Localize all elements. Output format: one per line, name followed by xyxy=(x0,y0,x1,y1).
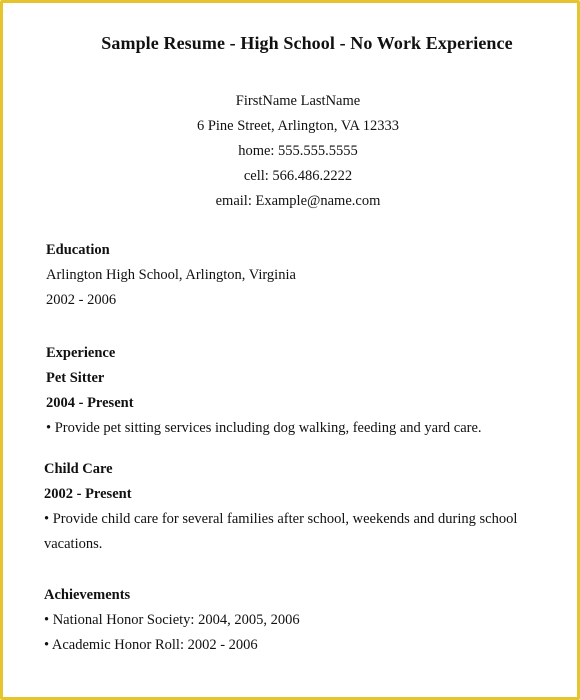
job-dates-pet-sitter: 2004 - Present xyxy=(46,395,134,411)
job-title-pet-sitter: Pet Sitter xyxy=(46,370,105,386)
education-school: Arlington High School, Arlington, Virginia xyxy=(46,267,296,283)
education-years: 2002 - 2006 xyxy=(46,292,117,308)
job-dates-child-care: 2002 - Present xyxy=(44,486,132,502)
document-title: Sample Resume - High School - No Work Experience xyxy=(101,33,513,53)
job-bullet-child-care: • Provide child care for several families after school, weekends and during school vacations. xyxy=(44,511,518,552)
achievement-item: • Academic Honor Roll: 2002 - 2006 xyxy=(44,637,258,653)
education-heading: Education xyxy=(46,242,110,258)
education-section xyxy=(46,238,556,313)
contact-address: 6 Pine Street, Arlington, VA 12333 xyxy=(196,118,400,134)
job-bullet-pet-sitter: • Provide pet sitting services including dog walking, feeding and yard care. xyxy=(46,420,482,436)
experience-heading: Experience xyxy=(46,345,116,361)
contact-block xyxy=(3,89,577,214)
bottom-fade xyxy=(3,657,577,697)
achievements-heading: Achievements xyxy=(44,587,131,603)
experience-section xyxy=(46,341,556,441)
achievements-section xyxy=(44,583,554,658)
contact-cell-phone: cell: 566.486.2222 xyxy=(243,168,353,184)
contact-email: email: Example@name.com xyxy=(215,193,381,209)
contact-home-phone: home: 555.555.5555 xyxy=(238,143,358,159)
achievement-item: • National Honor Society: 2004, 2005, 2006 xyxy=(44,612,300,628)
child-care-section xyxy=(44,457,554,557)
contact-name: FirstName LastName xyxy=(235,93,361,109)
job-title-child-care: Child Care xyxy=(44,461,113,477)
